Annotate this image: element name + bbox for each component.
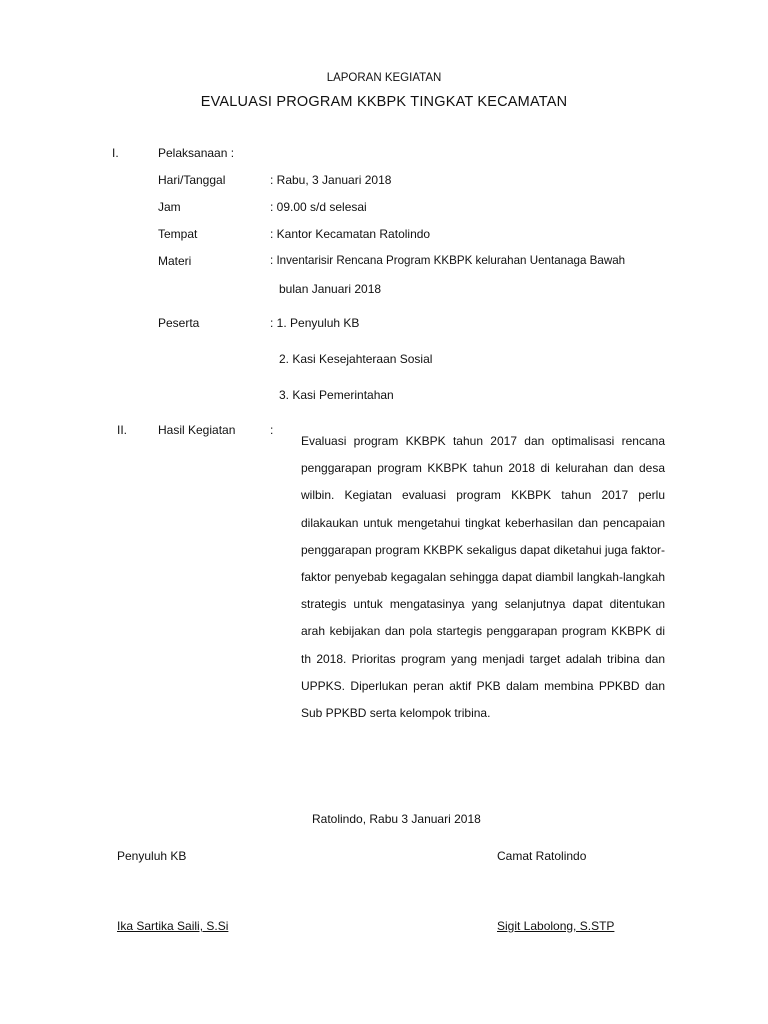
label-tempat: Tempat bbox=[158, 227, 198, 241]
document-title: EVALUASI PROGRAM KKBPK TINGKAT KECAMATAN bbox=[200, 94, 568, 110]
section-2-numeral: II. bbox=[117, 423, 128, 437]
peserta-item-3: 3. Kasi Pemerintahan bbox=[279, 388, 394, 402]
label-jam: Jam bbox=[158, 200, 181, 214]
peserta-item-1: : 1. Penyuluh KB bbox=[270, 316, 360, 330]
hasil-kegiatan-paragraph: Evaluasi program KKBPK tahun 2017 dan optimalisasi rencana penggarapan program KKBPK tahun 2018 di kelurahan dan desa wilbin. Kegiatan evaluasi program KKBPK tahun 2017 perlu dilakaukan untuk mengetahui tingkat keberhasilan dan pencapaian penggarapan program KKBPK sekaligus dapat diketahui juga faktor-faktor penyebab kegagalan sehingga dapat diambil langkah-langkah strategis untuk mengatasinya yang selanjutnya dapat ditentukan arah kebijakan dan pola startegis penggarapan program KKBPK di th 2018. Prioritas program yang menjadi target adalah tribina dan UPPKS. Diperlukan peran aktif PKB dalam membina PPKBD dan Sub PPKBD serta kelompok tribina. bbox=[301, 434, 665, 721]
value-hari-tanggal: : Rabu, 3 Januari 2018 bbox=[270, 173, 392, 187]
document-subtitle: LAPORAN KEGIATAN bbox=[326, 72, 442, 84]
peserta-item-2: 2. Kasi Kesejahteraan Sosial bbox=[279, 352, 433, 366]
value-materi: : Inventarisir Rencana Program KKBPK kelurahan Uentanaga Bawah bbox=[270, 254, 626, 267]
left-signatory-role: Penyuluh KB bbox=[117, 849, 187, 863]
place-date: Ratolindo, Rabu 3 Januari 2018 bbox=[312, 812, 481, 826]
value-materi-continued: bulan Januari 2018 bbox=[279, 282, 382, 296]
left-signatory-name: Ika Sartika Saili, S.Si bbox=[117, 919, 229, 933]
right-signatory-role: Camat Ratolindo bbox=[497, 849, 587, 863]
label-peserta: Peserta bbox=[158, 316, 200, 330]
right-signatory-name: Sigit Labolong, S.STP bbox=[497, 919, 615, 933]
value-jam: : 09.00 s/d selesai bbox=[270, 200, 367, 214]
section-1-heading: Pelaksanaan : bbox=[158, 146, 235, 160]
label-hari-tanggal: Hari/Tanggal bbox=[158, 173, 226, 187]
section-2-colon: : bbox=[270, 423, 274, 437]
label-materi: Materi bbox=[158, 254, 192, 268]
section-2-heading: Hasil Kegiatan bbox=[158, 423, 236, 437]
section-1-numeral: I. bbox=[112, 146, 119, 160]
value-tempat: : Kantor Kecamatan Ratolindo bbox=[270, 227, 431, 241]
